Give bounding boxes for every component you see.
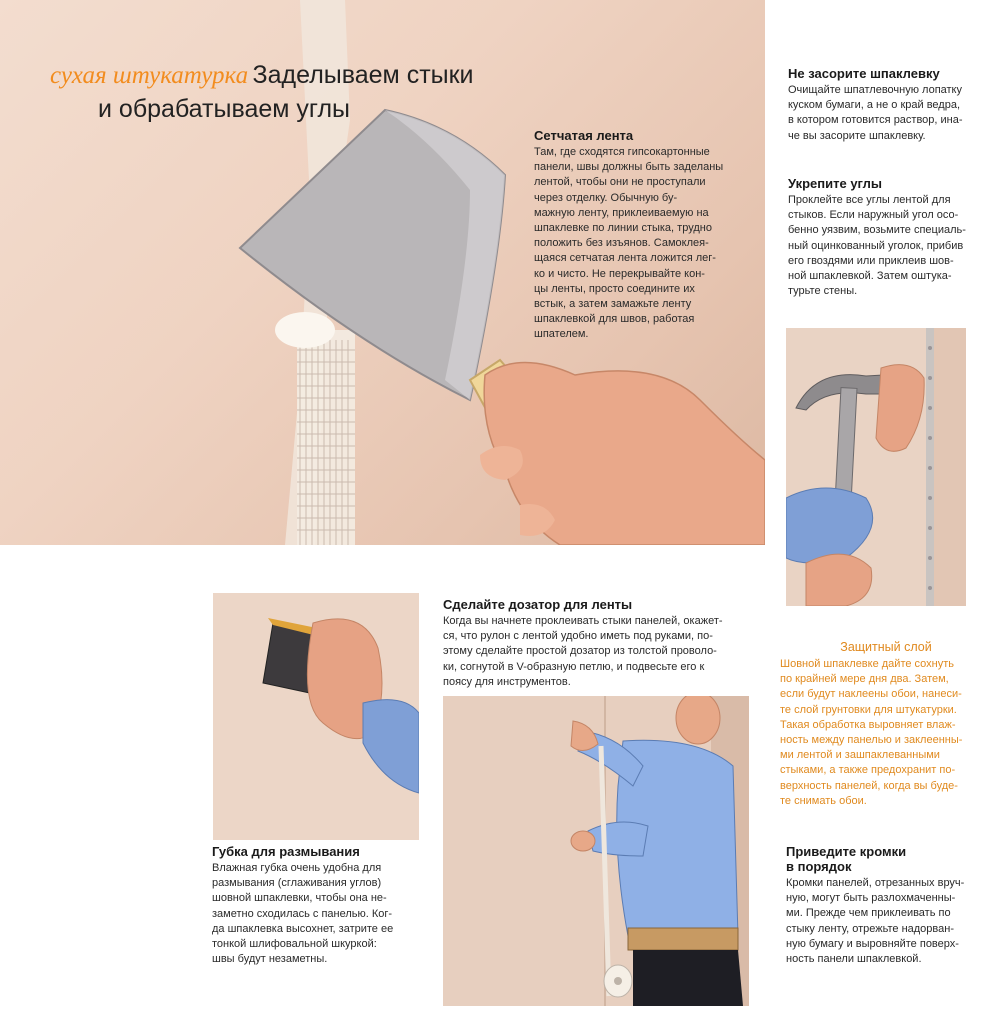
section-sponge [212, 844, 432, 967]
dont-clog-body: Очищайте шпатлевочную лопатку куском бумаги, а не о край ведра, в котором готовится раствор, ина- че вы засорите шпаклевку. [788, 84, 963, 142]
hammer-photo [786, 328, 966, 606]
edges-heading: Приведите кромки в порядок [786, 844, 907, 874]
mesh-tape-heading: Сетчатая лента [534, 128, 634, 143]
compound-blob [275, 312, 335, 348]
title-line2: и обрабатываем углы [98, 95, 351, 123]
mesh-tape-body: Там, где сходятся гипсокартонные панели, швы должны быть заделаны лентой, чтобы они не проступали через отделку. Обычную бу- мажную ленту, приклеиваемую на шпаклевке по линии стыка, трудно положить без изъянов. Самоклея- щаяся сетчатая лента ложится лег- ко и чисто. Не перекрывайте кон- цы ленты, просто соедините их встык, а затем замажьте ленту шпаклевкой для швов, работая шпателем. [534, 146, 724, 341]
dispenser-body: Когда вы начнете проклеивать стыки панелей, окажет- ся, что рулон с лентой удобно иметь под руками, по- этому сделайте простой дозатор из толстой проволо- ки, согнутой в V-образную петлю, и подвесьте его к поясу для инструментов. [443, 615, 723, 688]
man-illustration [443, 696, 749, 1006]
protective-body: Шовной шпаклевке дайте сохнуть по крайней мере дня два. Затем, если будут наклеены обои, нанеси- те слой грунтовки для штукатурки. Такая обработка выровняет влаж- ность между панелью и заклеенны- ми лентой и зашпаклеванными стыками, а также предохранит по- верхность панелей, когда вы буде- те снимать обои. [780, 658, 963, 807]
section-corners [788, 176, 993, 299]
section-dont-clog [788, 66, 993, 144]
title-line1: Заделываем стыки [252, 61, 474, 89]
sponge-heading: Губка для размывания [212, 844, 360, 859]
dont-clog-heading: Не засорите шпаклевку [788, 66, 940, 81]
sponge-illustration [213, 593, 419, 840]
sponge-body: Влажная губка очень удобна для размывания (сглаживания углов) шовной шпаклевки, чтобы она не- заметно сходилась с панелью. Ког- да шпаклевка высохнет, затрите ее тонкой шлифовальной шкуркой: швы будут незаметны. [212, 862, 394, 966]
page-title [50, 60, 610, 128]
section-edges [786, 844, 994, 967]
section-protective [780, 640, 992, 809]
hammer-illustration [786, 328, 966, 606]
title-accent: сухая штукатурка [50, 62, 249, 89]
dispenser-heading: Сделайте дозатор для ленты [443, 597, 633, 612]
corners-body: Проклейте все углы лентой для стыков. Если наружный угол осо- бенно уязвим, возьмите специаль- ный оцинкованный уголок, прибив его гвоздями или приклеив шов- ной шпаклевкой. Затем оштука- турьте стены. [788, 194, 966, 298]
mesh-tape [297, 330, 355, 545]
section-dispenser [443, 597, 773, 690]
edges-body: Кромки панелей, отрезанных вруч- ную, могут быть разлохмаченны- ми. Прежде чем приклеивать по стыку ленту, отрежьте надорван- ную бумагу и выровняйте поверх- ность панели шпаклевкой. [786, 877, 965, 966]
man-photo [443, 696, 749, 1006]
protective-heading: Защитный слой [840, 640, 932, 654]
corners-heading: Укрепите углы [788, 176, 883, 191]
sponge-photo [213, 593, 419, 840]
section-mesh-tape [534, 128, 759, 343]
